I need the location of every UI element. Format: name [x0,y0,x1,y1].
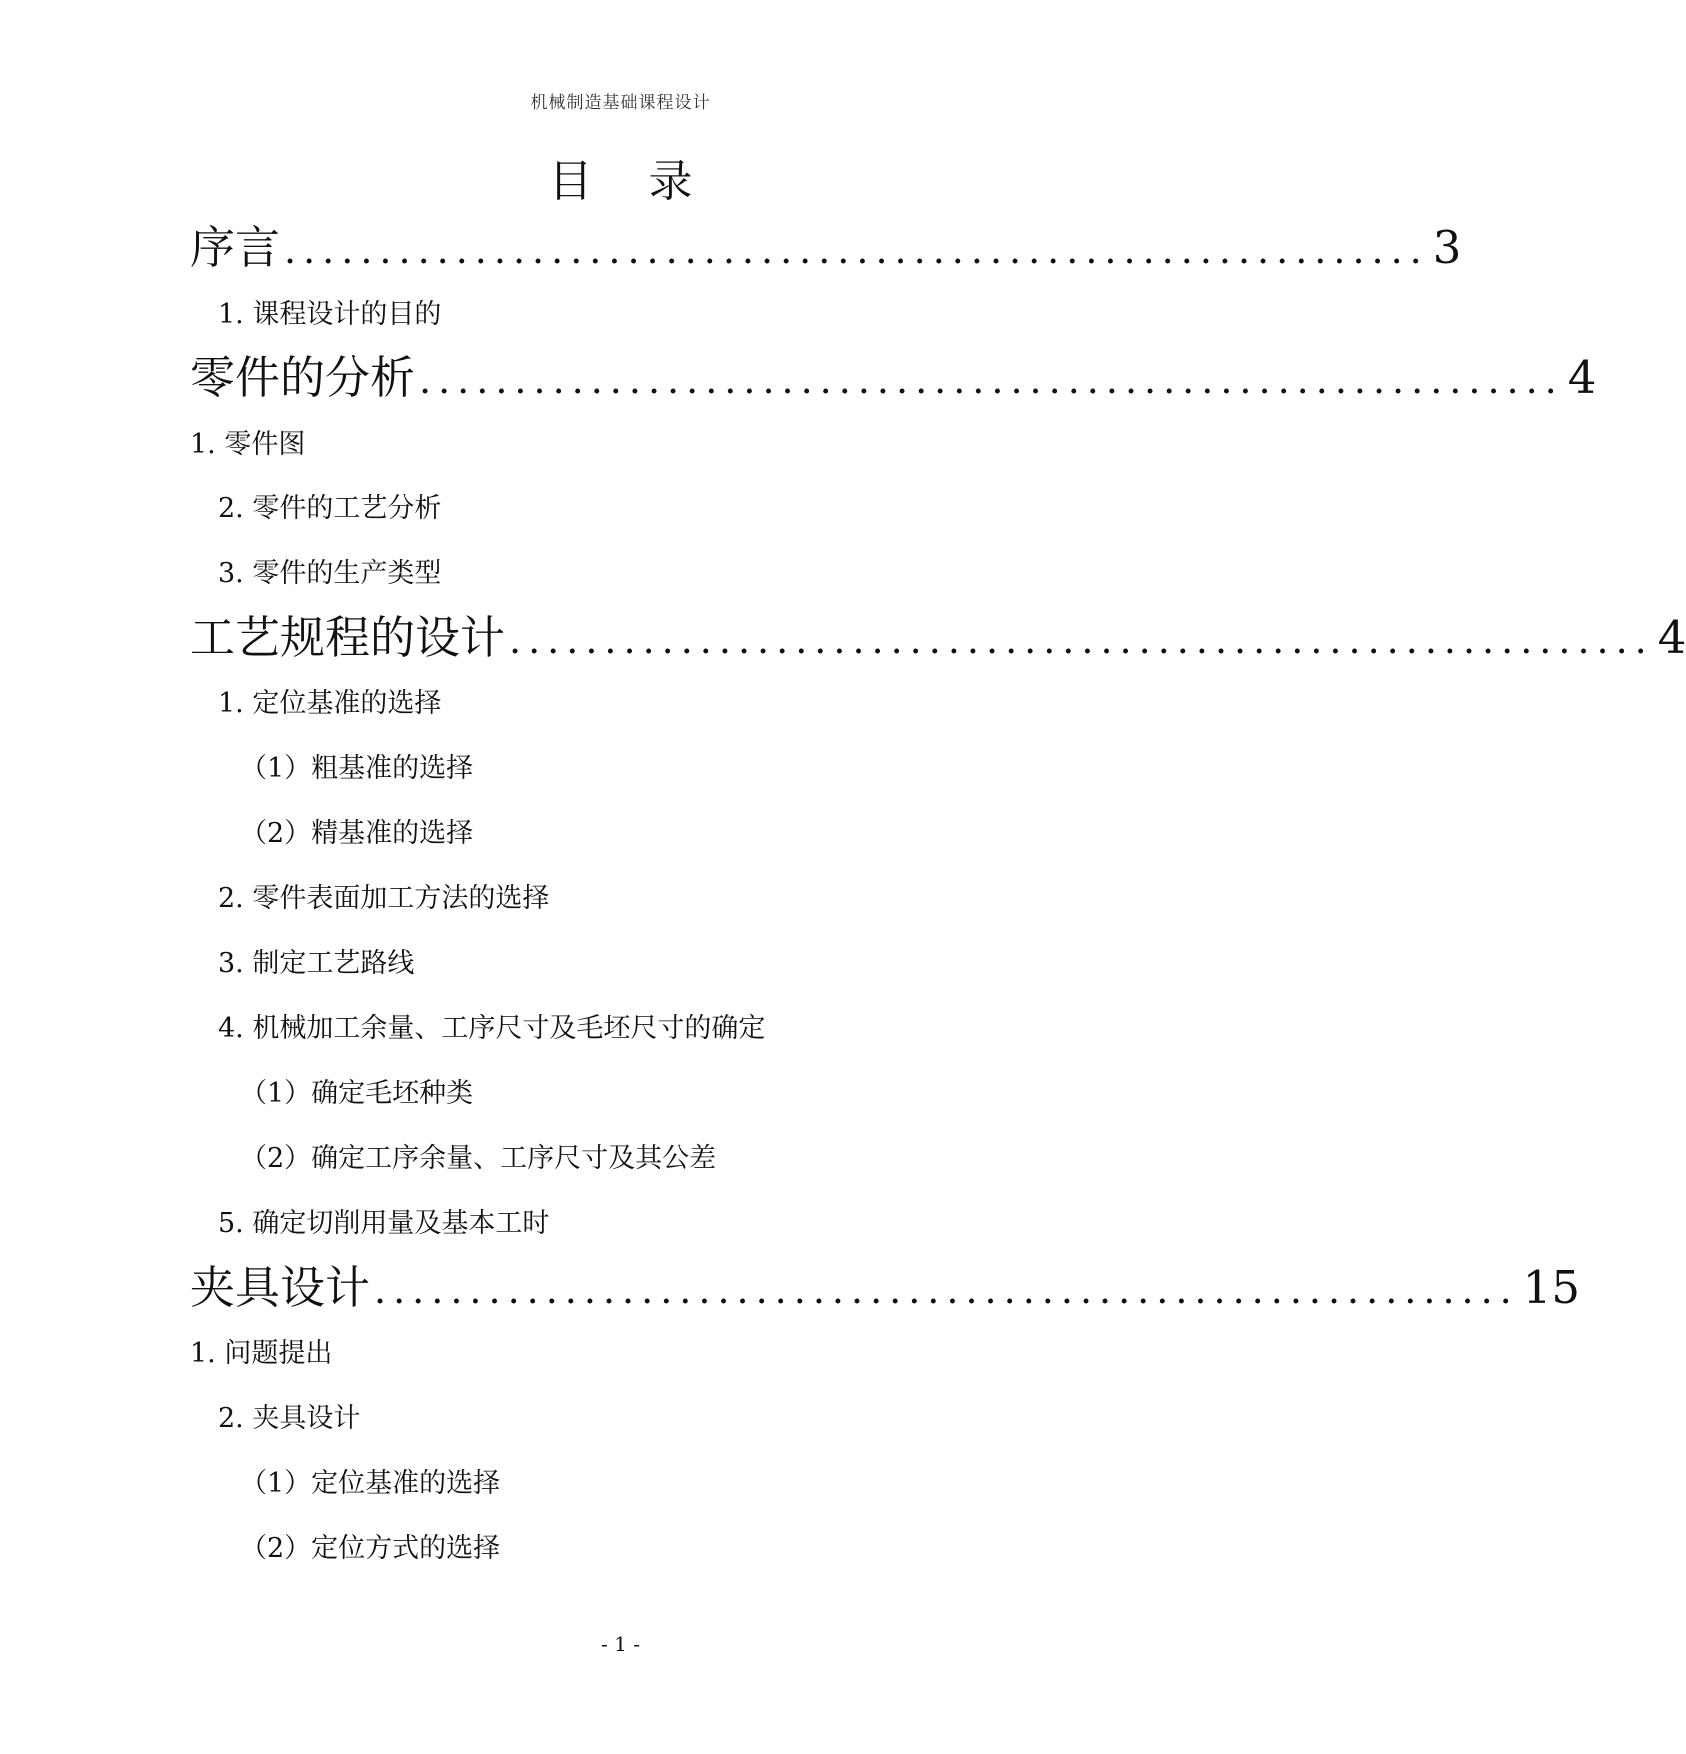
toc-section-page: 4 [1657,611,1686,664]
toc-section-page: 3 [1432,221,1462,274]
toc-section-page: 4 [1567,351,1597,404]
toc-item[interactable]: 5. 确定切削用量及基本工时 [218,1208,550,1239]
toc-leader-dots: ............................................................ [284,228,1429,272]
toc-section-title: 工艺规程的设计 [190,611,506,664]
toc-title: 目录 [548,156,749,207]
running-header: 机械制造基础课程设计 [530,93,711,113]
toc-item[interactable]: 2. 夹具设计 [218,1403,361,1434]
toc-item[interactable]: 2. 零件的工艺分析 [218,493,442,524]
toc-item[interactable]: 2. 零件表面加工方法的选择 [218,883,550,914]
toc-item[interactable]: （1）定位基准的选择 [240,1468,501,1499]
toc-item[interactable]: 1. 定位基准的选择 [218,688,442,719]
toc-section-part-analysis[interactable] [190,350,1597,408]
toc-leader-dots: ............................................................ [374,1268,1519,1312]
toc-section-fixture-design[interactable] [190,1260,1581,1318]
toc-item[interactable]: 1. 零件图 [190,429,306,460]
toc-item[interactable]: 3. 制定工艺路线 [218,948,415,979]
toc-leader-dots: ............................................................ [509,618,1654,662]
toc-item[interactable]: （1）确定毛坯种类 [240,1078,474,1109]
toc-section-title: 序言 [190,221,281,274]
toc-section-preface[interactable] [190,220,1462,278]
toc-item[interactable]: （2）确定工序余量、工序尺寸及其公差 [240,1143,717,1174]
toc-leader-dots: ............................................................ [419,358,1564,402]
toc-item[interactable]: 1. 课程设计的目的 [218,299,442,330]
toc-section-page: 15 [1522,1261,1581,1314]
toc-section-title: 零件的分析 [190,351,416,404]
toc-item[interactable]: （2）定位方式的选择 [240,1533,501,1564]
toc-item[interactable]: 1. 问题提出 [190,1338,333,1369]
toc-section-process-design[interactable] [190,610,1686,668]
toc-item[interactable]: （1）粗基准的选择 [240,753,474,784]
page-number: - 1 - [601,1632,640,1656]
toc-item[interactable]: （2）精基准的选择 [240,818,474,849]
toc-item[interactable]: 4. 机械加工余量、工序尺寸及毛坯尺寸的确定 [218,1013,766,1044]
toc-item[interactable]: 3. 零件的生产类型 [218,558,442,589]
toc-section-title: 夹具设计 [190,1261,371,1314]
